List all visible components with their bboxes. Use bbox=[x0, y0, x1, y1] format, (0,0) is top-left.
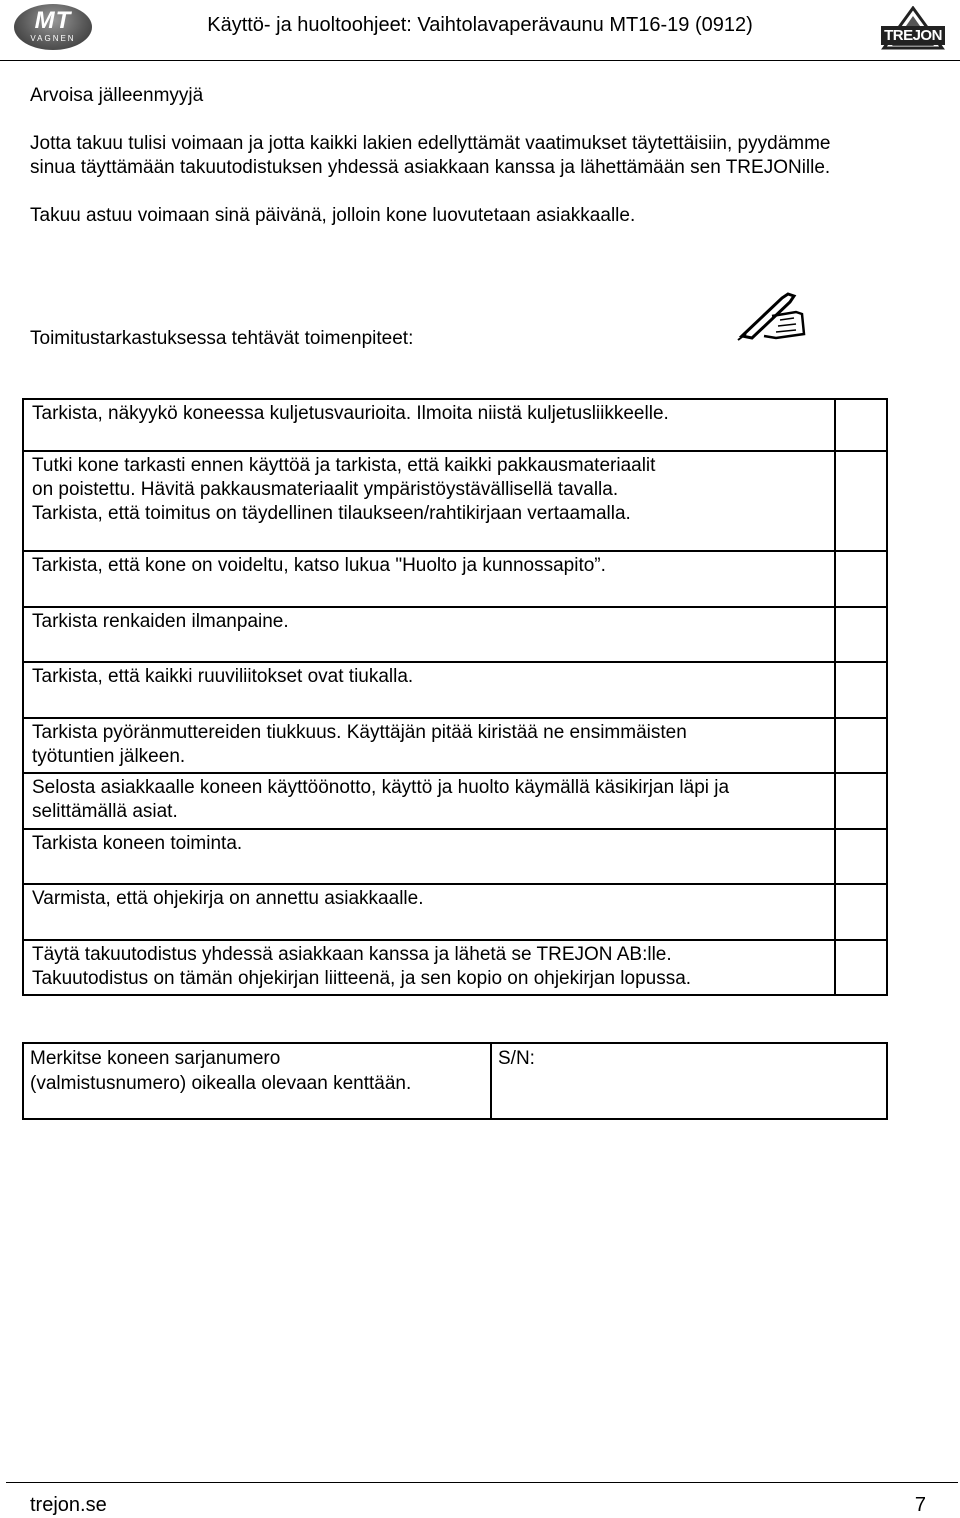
checklist-checkbox[interactable] bbox=[835, 718, 887, 773]
checklist-item-line: Selosta asiakkaalle koneen käyttöönotto, käyttö ja huolto käymällä käsikirjan läpi ja bbox=[32, 777, 730, 798]
checklist-item-line: Tarkista, näkyykö koneessa kuljetusvaurioita. Ilmoita niistä kuljetusliikkeelle. bbox=[32, 403, 669, 424]
logo-vagnen-text: VAGNEN bbox=[30, 34, 76, 43]
checklist-item-line: Tarkista pyöränmuttereiden tiukkuus. Käyttäjän pitää kiristää ne ensimmäisten bbox=[32, 722, 687, 743]
checklist-row bbox=[23, 940, 887, 995]
footer-divider bbox=[6, 1482, 958, 1483]
checklist-item-text bbox=[23, 940, 835, 995]
checklist-checkbox[interactable] bbox=[835, 662, 887, 718]
checklist-item-line: Tarkista, että kaikki ruuviliitokset ovat tiukalla. bbox=[32, 666, 414, 687]
footer-site: trejon.se bbox=[30, 1494, 107, 1516]
checklist-item-line: työtuntien jälkeen. bbox=[32, 746, 186, 767]
checklist-item-line: Tarkista koneen toiminta. bbox=[32, 833, 243, 854]
checklist-item-text bbox=[23, 451, 835, 551]
checklist-checkbox[interactable] bbox=[835, 940, 887, 995]
writing-hand-icon bbox=[736, 290, 806, 342]
checklist-item-line: Tarkista, että kone on voideltu, katso lukua "Huolto ja kunnossapito”. bbox=[32, 555, 606, 576]
checklist-row bbox=[23, 662, 887, 718]
intro-paragraph-line-1: Jotta takuu tulisi voimaan ja jotta kaikki lakien edellyttämät vaatimukset täytettäisiin, pyydämme bbox=[30, 133, 831, 154]
serial-number-label: S/N: bbox=[498, 1048, 535, 1069]
checklist-item-line: Varmista, että ohjekirja on annettu asiakkaalle. bbox=[32, 888, 424, 909]
checklist-row bbox=[23, 829, 887, 884]
checklist-checkbox[interactable] bbox=[835, 607, 887, 662]
delivery-inspection-checklist bbox=[22, 398, 888, 996]
checklist-row bbox=[23, 551, 887, 607]
checklist-checkbox[interactable] bbox=[835, 551, 887, 607]
serial-number-table bbox=[22, 1042, 888, 1120]
checklist-checkbox[interactable] bbox=[835, 451, 887, 551]
mt-vagnen-logo bbox=[14, 4, 92, 50]
serial-number-field[interactable] bbox=[491, 1043, 887, 1119]
header-divider bbox=[0, 60, 960, 61]
page-number: 7 bbox=[914, 1494, 926, 1516]
document-title: Käyttö- ja huoltoohjeet: Vaihtolavaperävaunu MT16-19 (0912) bbox=[207, 14, 753, 36]
serial-instruction-line-2: (valmistusnumero) oikealla olevaan kenttään. bbox=[30, 1073, 412, 1094]
checklist-checkbox[interactable] bbox=[835, 399, 887, 451]
checklist-checkbox[interactable] bbox=[835, 773, 887, 829]
checklist-item-text bbox=[23, 607, 835, 662]
checklist-item-text bbox=[23, 884, 835, 940]
checklist-item-text bbox=[23, 829, 835, 884]
checklist-item-line: Tarkista, että toimitus on täydellinen tilaukseen/rahtikirjaan vertaamalla. bbox=[32, 503, 631, 524]
checklist-item-line: Täytä takuutodistus yhdessä asiakkaan kanssa ja lähetä se TREJON AB:lle. bbox=[32, 944, 672, 965]
checklist-item-line: Takuutodistus on tämän ohjekirjan liitteenä, ja sen kopio on ohjekirjan lopussa. bbox=[32, 968, 692, 989]
checklist-item-text bbox=[23, 551, 835, 607]
checklist-row bbox=[23, 607, 887, 662]
checklist-checkbox[interactable] bbox=[835, 829, 887, 884]
checklist-item-line: on poistettu. Hävitä pakkausmateriaalit ympäristöystävällisellä tavalla. bbox=[32, 479, 619, 500]
section-heading: Toimitustarkastuksessa tehtävät toimenpiteet: bbox=[30, 328, 414, 349]
warranty-start-text: Takuu astuu voimaan sinä päivänä, jolloin kone luovutetaan asiakkaalle. bbox=[30, 205, 636, 226]
salutation: Arvoisa jälleenmyyjä bbox=[30, 85, 204, 106]
checklist-row bbox=[23, 884, 887, 940]
checklist-row bbox=[23, 399, 887, 451]
trejon-logo bbox=[878, 6, 948, 52]
serial-instruction-line-1: Merkitse koneen sarjanumero bbox=[30, 1048, 281, 1069]
checklist-item-line: selittämällä asiat. bbox=[32, 801, 178, 822]
intro-paragraph-line-2: sinua täyttämään takuutodistuksen yhdessä asiakkaan kanssa ja lähettämään sen TREJONille. bbox=[30, 157, 831, 178]
checklist-row bbox=[23, 773, 887, 829]
checklist-row bbox=[23, 451, 887, 551]
checklist-item-text bbox=[23, 399, 835, 451]
checklist-item-line: Tutki kone tarkasti ennen käyttöä ja tarkista, että kaikki pakkausmateriaalit bbox=[32, 455, 656, 476]
checklist-item-text bbox=[23, 773, 835, 829]
serial-number-instruction bbox=[23, 1043, 491, 1119]
checklist-row bbox=[23, 718, 887, 773]
trejon-logo-text: TREJON bbox=[881, 26, 945, 45]
checklist-item-text bbox=[23, 662, 835, 718]
checklist-item-text bbox=[23, 718, 835, 773]
logo-mt-text: MT bbox=[34, 7, 72, 34]
checklist-checkbox[interactable] bbox=[835, 884, 887, 940]
checklist-item-line: Tarkista renkaiden ilmanpaine. bbox=[32, 611, 289, 632]
